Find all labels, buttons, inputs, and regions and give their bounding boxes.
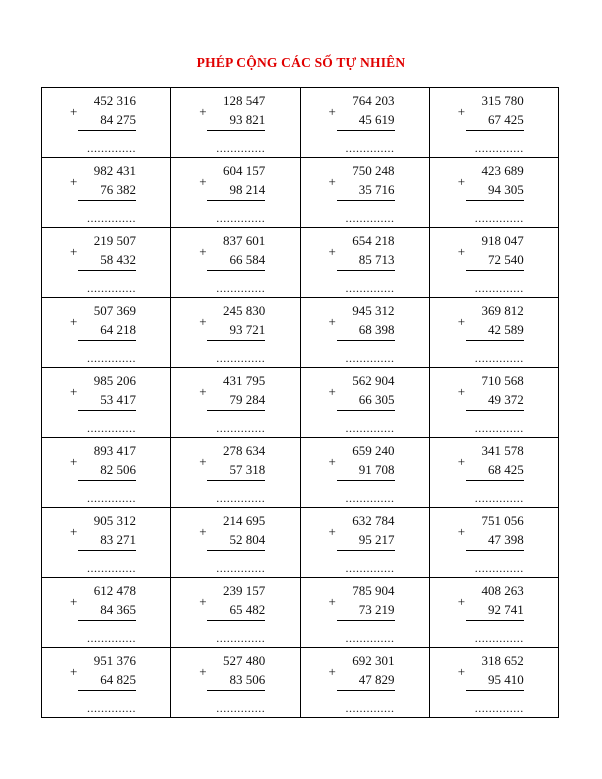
problem-row xyxy=(42,648,559,718)
addition-problem xyxy=(457,93,524,155)
problem-cell xyxy=(42,438,171,508)
second-addend: 47 398 xyxy=(466,532,524,551)
addition-problem xyxy=(328,513,395,575)
addition-problem xyxy=(199,163,266,225)
second-addend: 65 482 xyxy=(207,602,265,621)
plus-sign: + xyxy=(70,594,78,609)
plus-sign: + xyxy=(457,454,466,469)
problem-cell xyxy=(429,368,558,438)
addition-problem xyxy=(457,303,524,365)
addition-problem xyxy=(70,373,136,435)
addition-problem xyxy=(328,93,395,155)
answer-blank[interactable]: .............. xyxy=(87,421,136,435)
answer-blank[interactable]: .............. xyxy=(474,211,524,225)
second-addend: 93 821 xyxy=(207,112,265,131)
first-addend: 985 206 xyxy=(93,373,136,388)
problem-cell xyxy=(429,228,558,298)
addition-problem xyxy=(70,443,136,505)
plus-sign: + xyxy=(70,314,78,329)
plus-sign: + xyxy=(199,314,207,329)
addition-problem xyxy=(328,233,395,295)
addition-problem xyxy=(70,93,136,155)
first-addend: 893 417 xyxy=(93,443,136,458)
problem-cell xyxy=(429,648,558,718)
plus-sign: + xyxy=(328,664,336,679)
answer-blank[interactable]: .............. xyxy=(216,701,266,715)
plus-sign: + xyxy=(70,454,78,469)
second-addend: 95 410 xyxy=(466,672,524,691)
answer-blank[interactable]: .............. xyxy=(216,351,266,365)
plus-sign: + xyxy=(199,664,207,679)
answer-blank[interactable]: .............. xyxy=(474,561,524,575)
answer-blank[interactable]: .............. xyxy=(345,211,395,225)
answer-blank[interactable]: .............. xyxy=(345,421,395,435)
plus-sign: + xyxy=(457,244,466,259)
first-addend: 318 652 xyxy=(481,653,524,668)
problem-cell xyxy=(300,298,429,368)
second-addend: 42 589 xyxy=(466,322,524,341)
plus-sign: + xyxy=(70,384,78,399)
problem-cell xyxy=(171,228,300,298)
second-addend: 45 619 xyxy=(337,112,395,131)
second-addend: 91 708 xyxy=(337,462,395,481)
plus-sign: + xyxy=(457,384,466,399)
first-addend: 369 812 xyxy=(481,303,524,318)
answer-blank[interactable]: .............. xyxy=(87,281,136,295)
answer-blank[interactable]: .............. xyxy=(474,631,524,645)
second-addend: 84 275 xyxy=(78,112,136,131)
plus-sign: + xyxy=(328,314,336,329)
first-addend: 837 601 xyxy=(223,233,266,248)
answer-blank[interactable]: .............. xyxy=(474,281,524,295)
problem-cell xyxy=(171,438,300,508)
problem-cell xyxy=(42,578,171,648)
second-addend: 95 217 xyxy=(337,532,395,551)
problem-cell xyxy=(429,158,558,228)
second-addend: 79 284 xyxy=(207,392,265,411)
addition-problem xyxy=(199,583,266,645)
problem-row xyxy=(42,508,559,578)
addition-problem xyxy=(70,513,136,575)
second-addend: 64 825 xyxy=(78,672,136,691)
second-addend: 53 417 xyxy=(78,392,136,411)
plus-sign: + xyxy=(199,104,207,119)
second-addend: 35 716 xyxy=(337,182,395,201)
plus-sign: + xyxy=(328,454,336,469)
second-addend: 58 432 xyxy=(78,252,136,271)
problem-cell xyxy=(42,368,171,438)
plus-sign: + xyxy=(457,104,466,119)
problem-cell xyxy=(300,438,429,508)
problem-cell xyxy=(42,228,171,298)
answer-blank[interactable]: .............. xyxy=(87,491,136,505)
answer-blank[interactable]: .............. xyxy=(87,351,136,365)
second-addend: 85 713 xyxy=(337,252,395,271)
problem-row xyxy=(42,298,559,368)
problem-row xyxy=(42,368,559,438)
plus-sign: + xyxy=(70,524,78,539)
second-addend: 92 741 xyxy=(466,602,524,621)
problem-row xyxy=(42,228,559,298)
first-addend: 239 157 xyxy=(223,583,266,598)
answer-blank[interactable]: .............. xyxy=(216,141,266,155)
addition-problem xyxy=(328,583,395,645)
addition-problem xyxy=(328,303,395,365)
first-addend: 612 478 xyxy=(93,583,136,598)
answer-blank[interactable]: .............. xyxy=(216,631,266,645)
problem-cell xyxy=(42,298,171,368)
answer-blank[interactable]: .............. xyxy=(87,701,136,715)
first-addend: 315 780 xyxy=(481,93,524,108)
second-addend: 57 318 xyxy=(207,462,265,481)
second-addend: 68 425 xyxy=(466,462,524,481)
answer-blank[interactable]: .............. xyxy=(87,631,136,645)
addition-problem xyxy=(328,443,395,505)
second-addend: 73 219 xyxy=(337,602,395,621)
first-addend: 562 904 xyxy=(352,373,395,388)
addition-problem xyxy=(199,513,266,575)
second-addend: 83 271 xyxy=(78,532,136,551)
problem-cell xyxy=(171,368,300,438)
addition-problem xyxy=(457,163,524,225)
first-addend: 905 312 xyxy=(93,513,136,528)
second-addend: 64 218 xyxy=(78,322,136,341)
problem-cell xyxy=(171,158,300,228)
answer-blank[interactable]: .............. xyxy=(216,421,266,435)
plus-sign: + xyxy=(199,524,207,539)
plus-sign: + xyxy=(328,244,336,259)
plus-sign: + xyxy=(328,524,336,539)
problem-cell xyxy=(42,648,171,718)
addition-problem xyxy=(70,303,136,365)
first-addend: 710 568 xyxy=(481,373,524,388)
answer-blank[interactable]: .............. xyxy=(87,211,136,225)
addition-problem xyxy=(70,163,136,225)
addition-problem xyxy=(328,653,395,715)
problem-cell xyxy=(42,88,171,158)
problem-cell xyxy=(171,578,300,648)
answer-blank[interactable]: .............. xyxy=(345,701,395,715)
second-addend: 93 721 xyxy=(207,322,265,341)
first-addend: 431 795 xyxy=(223,373,266,388)
plus-sign: + xyxy=(70,664,78,679)
plus-sign: + xyxy=(199,454,207,469)
first-addend: 341 578 xyxy=(481,443,524,458)
answer-blank[interactable]: .............. xyxy=(474,701,524,715)
answer-blank[interactable]: .............. xyxy=(474,351,524,365)
answer-blank[interactable]: .............. xyxy=(474,141,524,155)
first-addend: 785 904 xyxy=(352,583,395,598)
second-addend: 66 305 xyxy=(337,392,395,411)
second-addend: 67 425 xyxy=(466,112,524,131)
addition-problem xyxy=(199,233,266,295)
first-addend: 604 157 xyxy=(223,163,266,178)
addition-problem xyxy=(457,443,524,505)
plus-sign: + xyxy=(70,174,78,189)
answer-blank[interactable]: .............. xyxy=(216,561,266,575)
addition-problem xyxy=(328,163,395,225)
plus-sign: + xyxy=(457,664,466,679)
first-addend: 507 369 xyxy=(93,303,136,318)
first-addend: 632 784 xyxy=(352,513,395,528)
problem-cell xyxy=(42,508,171,578)
addition-problem xyxy=(457,653,524,715)
problem-cell xyxy=(429,438,558,508)
second-addend: 84 365 xyxy=(78,602,136,621)
problem-cell xyxy=(300,578,429,648)
addition-problem xyxy=(199,303,266,365)
plus-sign: + xyxy=(457,594,466,609)
problem-cell xyxy=(300,158,429,228)
plus-sign: + xyxy=(328,104,336,119)
problem-cell xyxy=(429,578,558,648)
second-addend: 68 398 xyxy=(337,322,395,341)
second-addend: 72 540 xyxy=(466,252,524,271)
addition-problem xyxy=(70,653,136,715)
first-addend: 408 263 xyxy=(481,583,524,598)
first-addend: 982 431 xyxy=(93,163,136,178)
problem-row xyxy=(42,88,559,158)
problem-grid xyxy=(41,87,559,718)
answer-blank[interactable]: .............. xyxy=(345,561,395,575)
first-addend: 945 312 xyxy=(352,303,395,318)
first-addend: 951 376 xyxy=(93,653,136,668)
plus-sign: + xyxy=(457,174,466,189)
answer-blank[interactable]: .............. xyxy=(87,561,136,575)
first-addend: 423 689 xyxy=(481,163,524,178)
answer-blank[interactable]: .............. xyxy=(345,491,395,505)
second-addend: 82 506 xyxy=(78,462,136,481)
addition-problem xyxy=(457,233,524,295)
plus-sign: + xyxy=(70,104,78,119)
addition-problem xyxy=(457,583,524,645)
second-addend: 66 584 xyxy=(207,252,265,271)
addition-problem xyxy=(457,373,524,435)
problem-row xyxy=(42,158,559,228)
first-addend: 659 240 xyxy=(352,443,395,458)
answer-blank[interactable]: .............. xyxy=(474,491,524,505)
addition-problem xyxy=(199,443,266,505)
answer-blank[interactable]: .............. xyxy=(216,491,266,505)
addition-problem xyxy=(199,93,266,155)
problem-cell xyxy=(171,298,300,368)
plus-sign: + xyxy=(328,594,336,609)
page-title: PHÉP CỘNG CÁC SỐ TỰ NHIÊN xyxy=(196,55,406,70)
plus-sign: + xyxy=(199,174,207,189)
answer-blank[interactable]: .............. xyxy=(345,281,395,295)
problem-cell xyxy=(429,508,558,578)
second-addend: 98 214 xyxy=(207,182,265,201)
plus-sign: + xyxy=(457,524,466,539)
first-addend: 278 634 xyxy=(223,443,266,458)
addition-problem xyxy=(70,583,136,645)
answer-blank[interactable]: .............. xyxy=(87,141,136,155)
first-addend: 918 047 xyxy=(481,233,524,248)
plus-sign: + xyxy=(199,384,207,399)
problem-row xyxy=(42,438,559,508)
problem-cell xyxy=(300,228,429,298)
answer-blank[interactable]: .............. xyxy=(345,631,395,645)
second-addend: 83 506 xyxy=(207,672,265,691)
problem-cell xyxy=(300,88,429,158)
addition-problem xyxy=(457,513,524,575)
plus-sign: + xyxy=(70,244,78,259)
addition-problem xyxy=(70,233,136,295)
first-addend: 654 218 xyxy=(352,233,395,248)
answer-blank[interactable]: .............. xyxy=(345,141,395,155)
second-addend: 94 305 xyxy=(466,182,524,201)
first-addend: 245 830 xyxy=(223,303,266,318)
problem-cell xyxy=(171,508,300,578)
second-addend: 47 829 xyxy=(337,672,395,691)
first-addend: 219 507 xyxy=(93,233,136,248)
second-addend: 76 382 xyxy=(78,182,136,201)
answer-blank[interactable]: .............. xyxy=(345,351,395,365)
plus-sign: + xyxy=(457,314,466,329)
plus-sign: + xyxy=(199,244,207,259)
problem-cell xyxy=(300,648,429,718)
answer-blank[interactable]: .............. xyxy=(474,421,524,435)
plus-sign: + xyxy=(328,384,336,399)
addition-problem xyxy=(199,653,266,715)
plus-sign: + xyxy=(328,174,336,189)
plus-sign: + xyxy=(199,594,207,609)
addition-problem xyxy=(199,373,266,435)
first-addend: 128 547 xyxy=(223,93,266,108)
first-addend: 692 301 xyxy=(352,653,395,668)
first-addend: 452 316 xyxy=(93,93,136,108)
problem-cell xyxy=(171,648,300,718)
problem-cell xyxy=(300,368,429,438)
problem-cell xyxy=(171,88,300,158)
second-addend: 52 804 xyxy=(207,532,265,551)
problem-cell xyxy=(429,88,558,158)
first-addend: 751 056 xyxy=(481,513,524,528)
problem-cell xyxy=(42,158,171,228)
answer-blank[interactable]: .............. xyxy=(216,211,266,225)
first-addend: 214 695 xyxy=(223,513,266,528)
problem-cell xyxy=(429,298,558,368)
problem-cell xyxy=(300,508,429,578)
problem-row xyxy=(42,578,559,648)
addition-problem xyxy=(328,373,395,435)
answer-blank[interactable]: .............. xyxy=(216,281,266,295)
first-addend: 527 480 xyxy=(223,653,266,668)
first-addend: 750 248 xyxy=(352,163,395,178)
first-addend: 764 203 xyxy=(352,93,395,108)
second-addend: 49 372 xyxy=(466,392,524,411)
